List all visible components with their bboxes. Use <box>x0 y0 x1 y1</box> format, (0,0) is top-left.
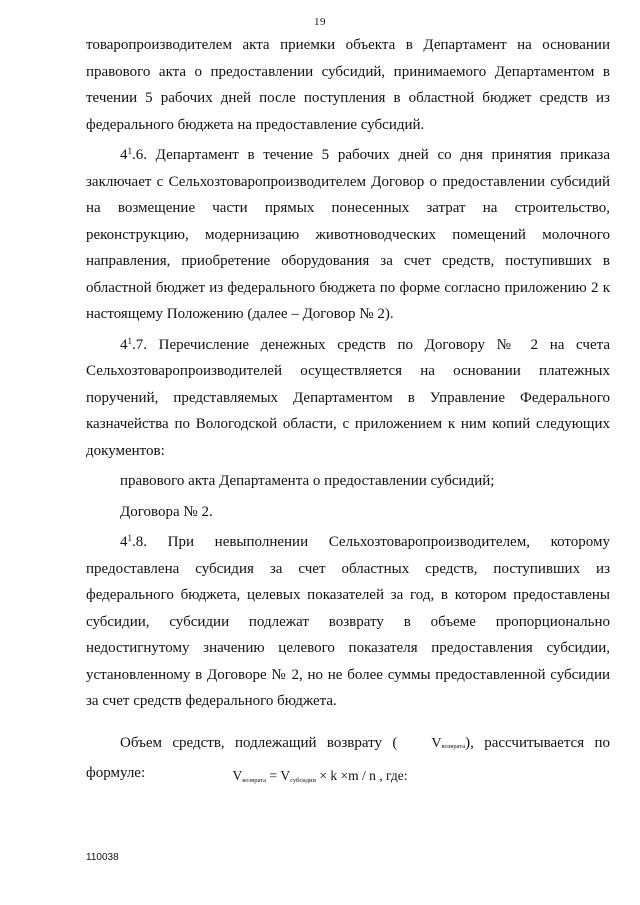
paragraph-4-1-8 <box>86 529 610 715</box>
clause-superscript: 1 <box>127 146 132 156</box>
clause-superscript: 1 <box>127 335 132 346</box>
volume-text-after: ), рассчитывается по формуле: <box>86 734 610 781</box>
clause-text: .8. При невыполнении Сельхозтоваропроизводителем, которому предоставлена субсидия за счет областных средств, поступивших из федерального бюджета, целевых показателей за год, в котором предоставлены субсидии, субсидии подлежат возврату в объеме пропорционально недостигнутому значению целевого показателя предоставления субсидии, установленному в Договоре № 2, но не более суммы предоставленной субсидии за счет средств федерального бюджета. <box>86 534 610 709</box>
clause-number: 4 <box>120 534 128 550</box>
paragraph-4-1-7 <box>86 332 610 465</box>
clause-text: .7. Перечисление денежных средств по Договору № 2 на счета Сельхозтоваропроизводителей осуществляется на основании платежных поручений, представляемых Департаментом в Управление Федерального казначейства по Вологодской области, с приложением к ним копий следующих документов: <box>86 336 610 459</box>
volume-text-before: Объем средств, подлежащий возврату ( <box>120 734 398 751</box>
return-formula: Vвозврата = Vсубсидии × k ×m / n , где: <box>232 768 408 784</box>
clause-text: .6. Департамент в течение 5 рабочих дней со дня принятия приказа заключает с Сельхозтоваропроизводителем Договор о предоставлении субсидий на возмещение части прямых понесенных затрат на строительство, реконструкцию, модернизацию животноводческих помещений молочного направления, приобретение оборудования за счет средств, поступивших в областной бюджет из федерального бюджета по форме согласно приложению 2 к настоящему Положению (далее – Договор № 2). <box>86 147 610 322</box>
paragraph-4-1-6 <box>86 142 610 328</box>
clause-number: 4 <box>120 336 128 353</box>
document-code: 110038 <box>86 852 119 863</box>
document-list-item-1: правового акта Департамента о предоставлении субсидий; <box>120 473 495 489</box>
page-number: 19 <box>314 16 326 28</box>
clause-number: 4 <box>120 147 128 163</box>
document-list-item-2: Договора № 2. <box>120 503 213 520</box>
v-return-symbol: Vвозврата <box>431 735 466 751</box>
document-body <box>86 32 610 787</box>
clause-superscript: 1 <box>127 533 132 543</box>
paragraph-1: товаропроизводителем акта приемки объекта в Департамент на основании правового акта о предоставлении субсидий, принимаемого Департаментом в течении 5 рабочих дней после поступления в областной бюджет средств из федерального бюджета на предоставление субсидий. <box>86 37 610 133</box>
